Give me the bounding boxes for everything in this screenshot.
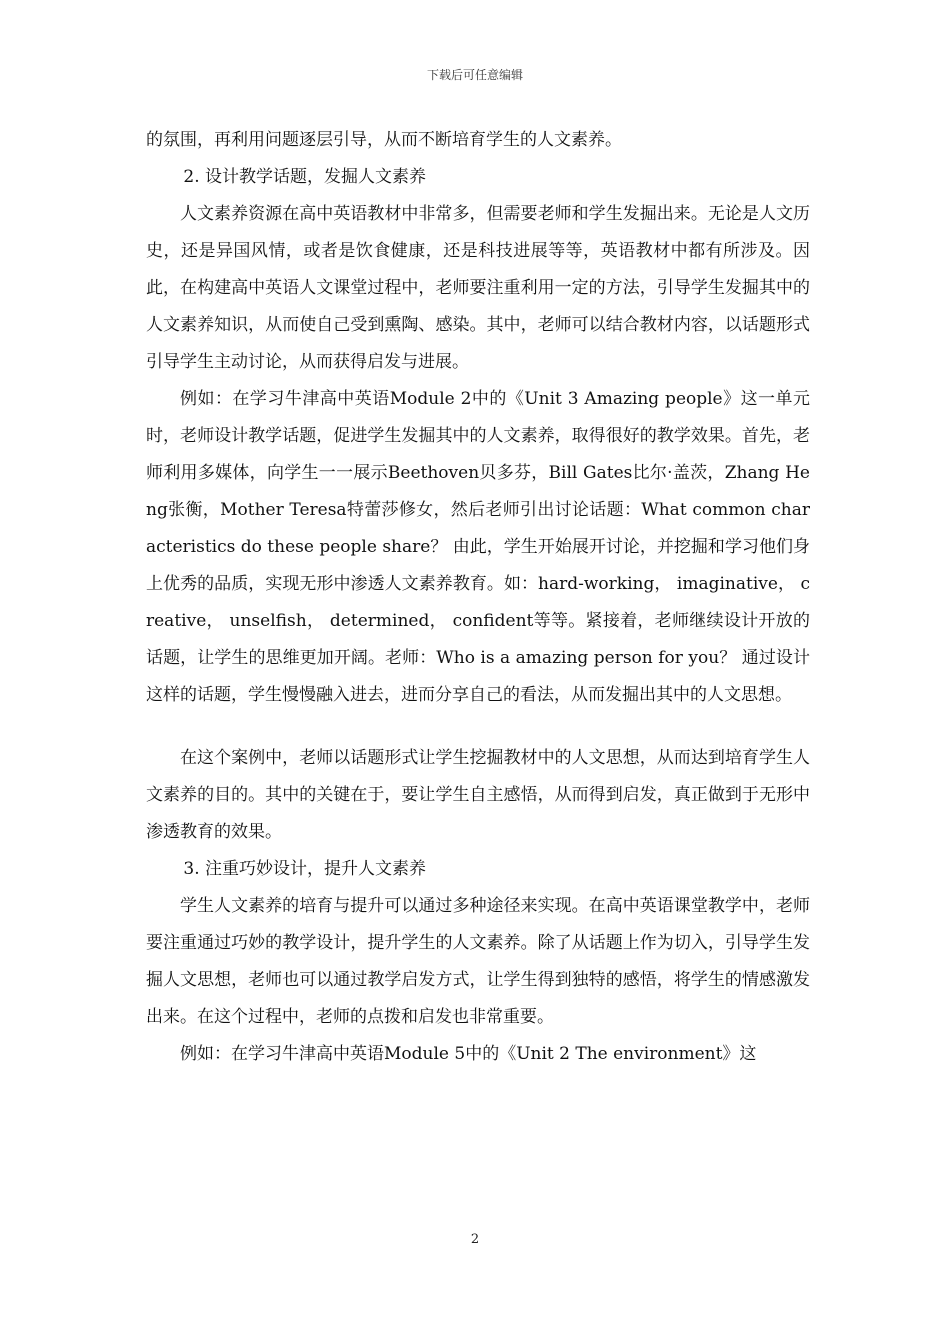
paragraph: 学生人文素养的培育与提升可以通过多种途径来实现。在高中英语课堂教学中，老师要注重通过巧妙的教学设计，提升学生的人文素养。除了从话题上作为切入，引导学生发掘人文思想，老师也可以通过教学启发方式，让学生得到独特的感悟，将学生的情感激发出来。在这个过程中，老师的点拨和启发也非常重要。 <box>146 896 810 1027</box>
section-heading-3: 3. 注重巧妙设计，提升人文素养 <box>183 859 427 879</box>
paragraph-example-1: 例如：在学习牛津高中英语Module 2中的《Unit 3 Amazing people》这一单元时，老师设计教学话题，促进学生发掘其中的人文素养，取得很好的教学效果。首先，老师利用多媒体，向学生一一展示Beethoven贝多芬，Bill Gates比尔·盖茨，Zhang Heng张衡，Mother Teresa特蕾莎修女，然后老师引出讨论话题：What common characteristics do these people share？ 由此，学生开始展开讨论，并挖掘和学习他们身上优秀的品质，实现无形中渗透人文素养教育。如：hard-working， imaginative， creative， unselfish， determined， confident等等。紧接着，老师继续设计开放的话题，让学生的思维更加开阔。老师：Who is a amazing person for you？ 通过设计这样的话题，学生慢慢融入进去，进而分享自己的看法，从而发掘出其中的人文思想。 <box>146 389 810 705</box>
paragraph-example-2: 例如：在学习牛津高中英语Module 5中的《Unit 2 The environment》这 <box>180 1044 757 1064</box>
page-header: 下载后可任意编辑 <box>426 68 523 82</box>
page-number: 2 <box>470 1232 480 1247</box>
paragraph-gap <box>146 714 810 740</box>
section-heading-2: 2. 设计教学话题，发掘人文素养 <box>183 167 427 187</box>
paragraph-continuation: 的氛围，再利用问题逐层引导，从而不断培育学生的人文素养。 <box>146 130 622 150</box>
paragraph: 人文素养资源在高中英语教材中非常多，但需要老师和学生发掘出来。无论是人文历史，还是异国风情，或者是饮食健康，还是科技进展等等，英语教材中都有所涉及。因此，在构建高中英语人文课堂过程中，老师要注重利用一定的方法，引导学生发掘其中的人文素养知识，从而使自己受到熏陶、感染。其中，老师可以结合教材内容，以话题形式引导学生主动讨论，从而获得启发与进展。 <box>146 204 810 372</box>
paragraph: 在这个案例中，老师以话题形式让学生挖掘教材中的人文思想，从而达到培育学生人文素养的目的。其中的关键在于，要让学生自主感悟，从而得到启发，真正做到于无形中渗透教育的效果。 <box>146 748 810 842</box>
document-body <box>146 122 810 1073</box>
